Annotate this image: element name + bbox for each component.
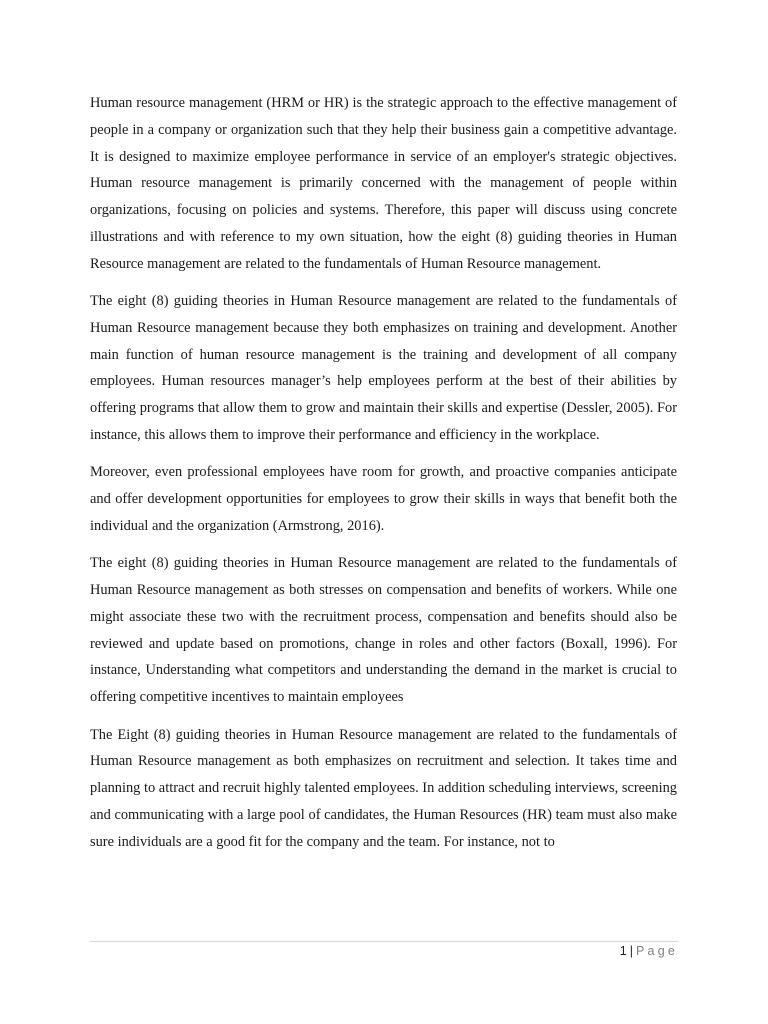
paragraph-compensation-benefits: The eight (8) guiding theories in Human Resource management are related to the fundamentals of Human Resource management as both stresses on compensation and benefits of workers. While one might associate these two with the recruitment process, compensation and benefits should also be reviewed and update based on promotions, change in roles and other factors (Boxall, 1996). For instance, Understanding what competitors and understanding the demand in the market is crucial to offering competitive incentives to maintain employees bbox=[90, 555, 677, 706]
page-separator: | bbox=[629, 944, 633, 958]
page-label: Page bbox=[636, 944, 678, 958]
document-body bbox=[90, 90, 677, 866]
paragraph-growth-opportunities: Moreover, even professional employees have room for growth, and proactive companies anticipate and offer development opportunities for employees to grow their skills in ways that benefit both the individual and the organization (Armstrong, 2016). bbox=[90, 464, 677, 534]
page-footer bbox=[90, 942, 678, 960]
paragraph-intro: Human resource management (HRM or HR) is the strategic approach to the effective management of people in a company or organization such that they help their business gain a competitive advantage. It is designed to maximize employee performance in service of an employer's strategic objectives. Human resource management is primarily concerned with the management of people within organizations, focusing on policies and systems. Therefore, this paper will discuss using concrete illustrations and with reference to my own situation, how the eight (8) guiding theories in Human Resource management are related to the fundamentals of Human Resource management. bbox=[90, 95, 677, 272]
paragraph-recruitment-selection: The Eight (8) guiding theories in Human Resource management are related to the fundamentals of Human Resource management as both emphasizes on recruitment and selection. It takes time and planning to attract and recruit highly talented employees. In addition scheduling interviews, screening and communicating with a large pool of candidates, the Human Resources (HR) team must also make sure individuals are a good fit for the company and the team. For instance, not to bbox=[90, 726, 677, 850]
page-number: 1 bbox=[619, 944, 627, 958]
paragraph-training-development: The eight (8) guiding theories in Human Resource management are related to the fundamentals of Human Resource management because they both emphasizes on training and development. Another main function of human resource management is the training and development of all company employees. Human resources manager’s help employees perform at the best of their abilities by offering programs that allow them to grow and maintain their skills and expertise (Dessler, 2005). For instance, this allows them to improve their performance and efficiency in the workplace. bbox=[90, 293, 677, 444]
